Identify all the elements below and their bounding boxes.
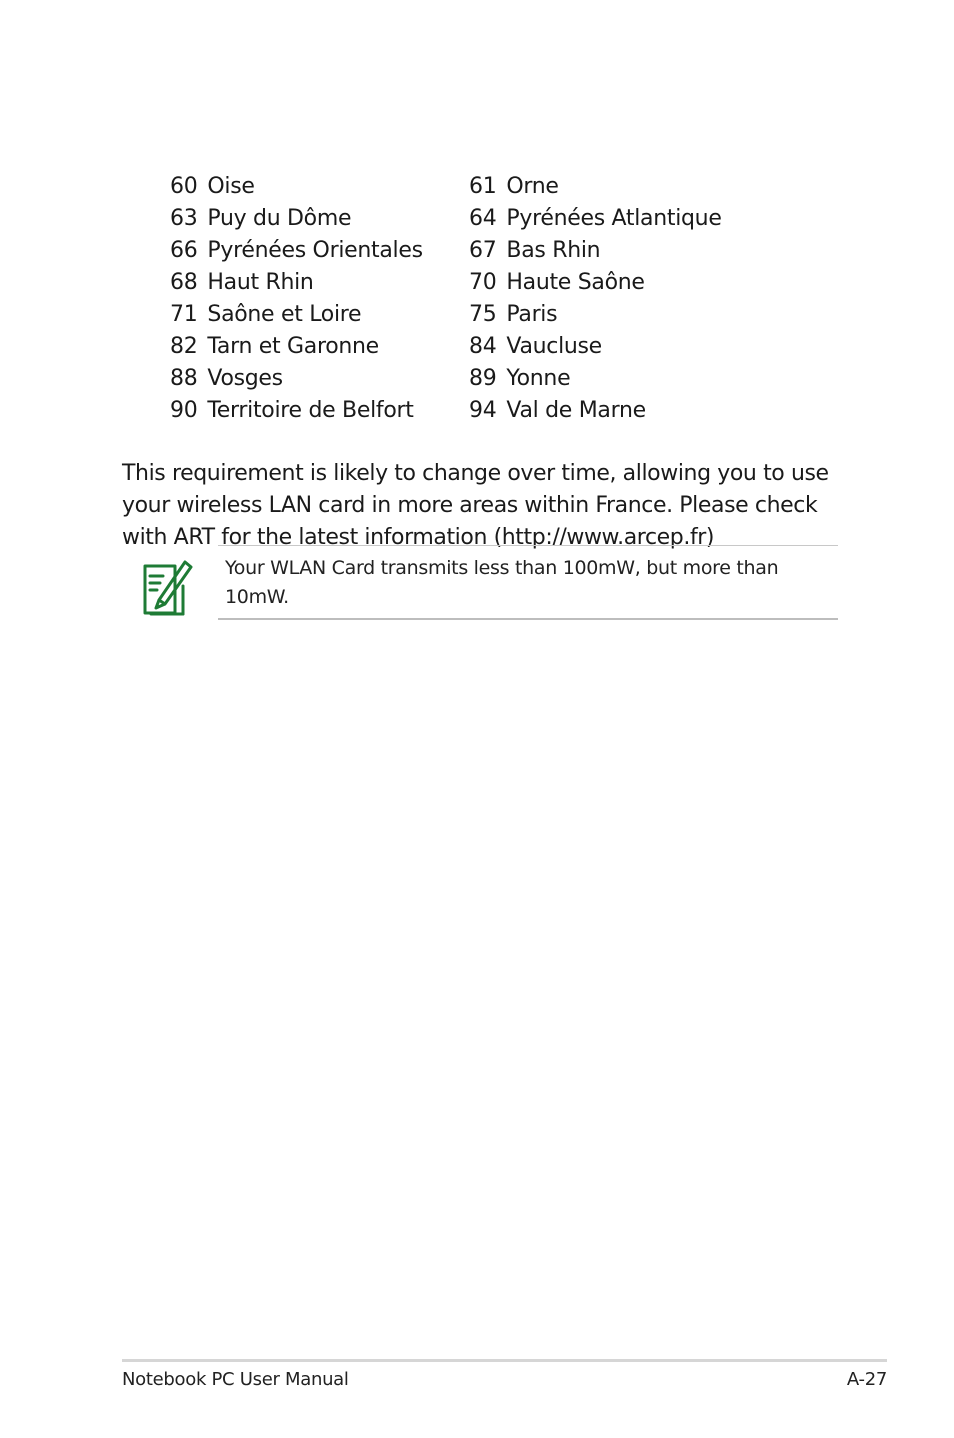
- department-cell: [170, 398, 469, 423]
- department-cell: [170, 174, 469, 199]
- department-name: Saône et Loire: [207, 301, 362, 327]
- department-name: Vosges: [207, 365, 283, 391]
- department-code: 88: [170, 365, 198, 391]
- department-table: [170, 170, 730, 426]
- department-code: 60: [170, 173, 198, 199]
- department-code: 61: [469, 173, 497, 199]
- department-row: [170, 330, 730, 362]
- department-code: 67: [469, 237, 497, 263]
- department-name: Territoire de Belfort: [207, 397, 414, 423]
- department-code: 84: [469, 333, 497, 359]
- department-code: 89: [469, 365, 497, 391]
- department-code: 63: [170, 205, 198, 231]
- department-cell: [469, 206, 730, 231]
- department-cell: [170, 206, 469, 231]
- department-name: Vaucluse: [506, 333, 602, 359]
- department-code: 64: [469, 205, 497, 231]
- department-row: [170, 202, 730, 234]
- department-code: 75: [469, 301, 497, 327]
- department-row: [170, 266, 730, 298]
- department-row: [170, 394, 730, 426]
- footer-manual-title: Notebook PC User Manual: [122, 1369, 349, 1390]
- department-name: Paris: [506, 301, 558, 327]
- department-row: [170, 170, 730, 202]
- department-cell: [170, 238, 469, 263]
- department-name: Pyrénées Atlantique: [506, 205, 722, 231]
- department-cell: [170, 366, 469, 391]
- department-name: Pyrénées Orientales: [207, 237, 423, 263]
- note-box: [218, 545, 838, 620]
- department-cell: [469, 334, 730, 359]
- department-name: Bas Rhin: [506, 237, 601, 263]
- department-name: Haute Saône: [506, 269, 645, 295]
- department-name: Tarn et Garonne: [207, 333, 379, 359]
- footer-divider: [122, 1359, 887, 1362]
- department-row: [170, 298, 730, 330]
- department-cell: [469, 238, 730, 263]
- department-cell: [469, 302, 730, 327]
- department-row: [170, 234, 730, 266]
- department-cell: [469, 366, 730, 391]
- department-cell: [170, 302, 469, 327]
- department-cell: [469, 270, 730, 295]
- department-code: 90: [170, 397, 198, 423]
- note-pencil-icon: [141, 556, 193, 616]
- department-cell: [170, 270, 469, 295]
- department-name: Oise: [207, 173, 255, 199]
- department-code: 70: [469, 269, 497, 295]
- department-name: Yonne: [506, 365, 571, 391]
- department-name: Orne: [506, 173, 559, 199]
- department-cell: [170, 334, 469, 359]
- requirement-paragraph: This requirement is likely to change over time, allowing you to use your wireless LAN card in more areas within France. Please check with ART for the latest information (http://www.arcep.fr): [122, 461, 829, 550]
- page-number: A-27: [846, 1369, 887, 1390]
- department-name: Val de Marne: [506, 397, 646, 423]
- department-code: 94: [469, 397, 497, 423]
- department-code: 82: [170, 333, 198, 359]
- note-text: Your WLAN Card transmits less than 100mW, but more than 10mW.: [225, 557, 779, 608]
- department-cell: [469, 174, 730, 199]
- department-row: [170, 362, 730, 394]
- department-code: 66: [170, 237, 198, 263]
- department-cell: [469, 398, 730, 423]
- department-name: Haut Rhin: [207, 269, 314, 295]
- department-name: Puy du Dôme: [207, 205, 352, 231]
- department-code: 71: [170, 301, 198, 327]
- department-code: 68: [170, 269, 198, 295]
